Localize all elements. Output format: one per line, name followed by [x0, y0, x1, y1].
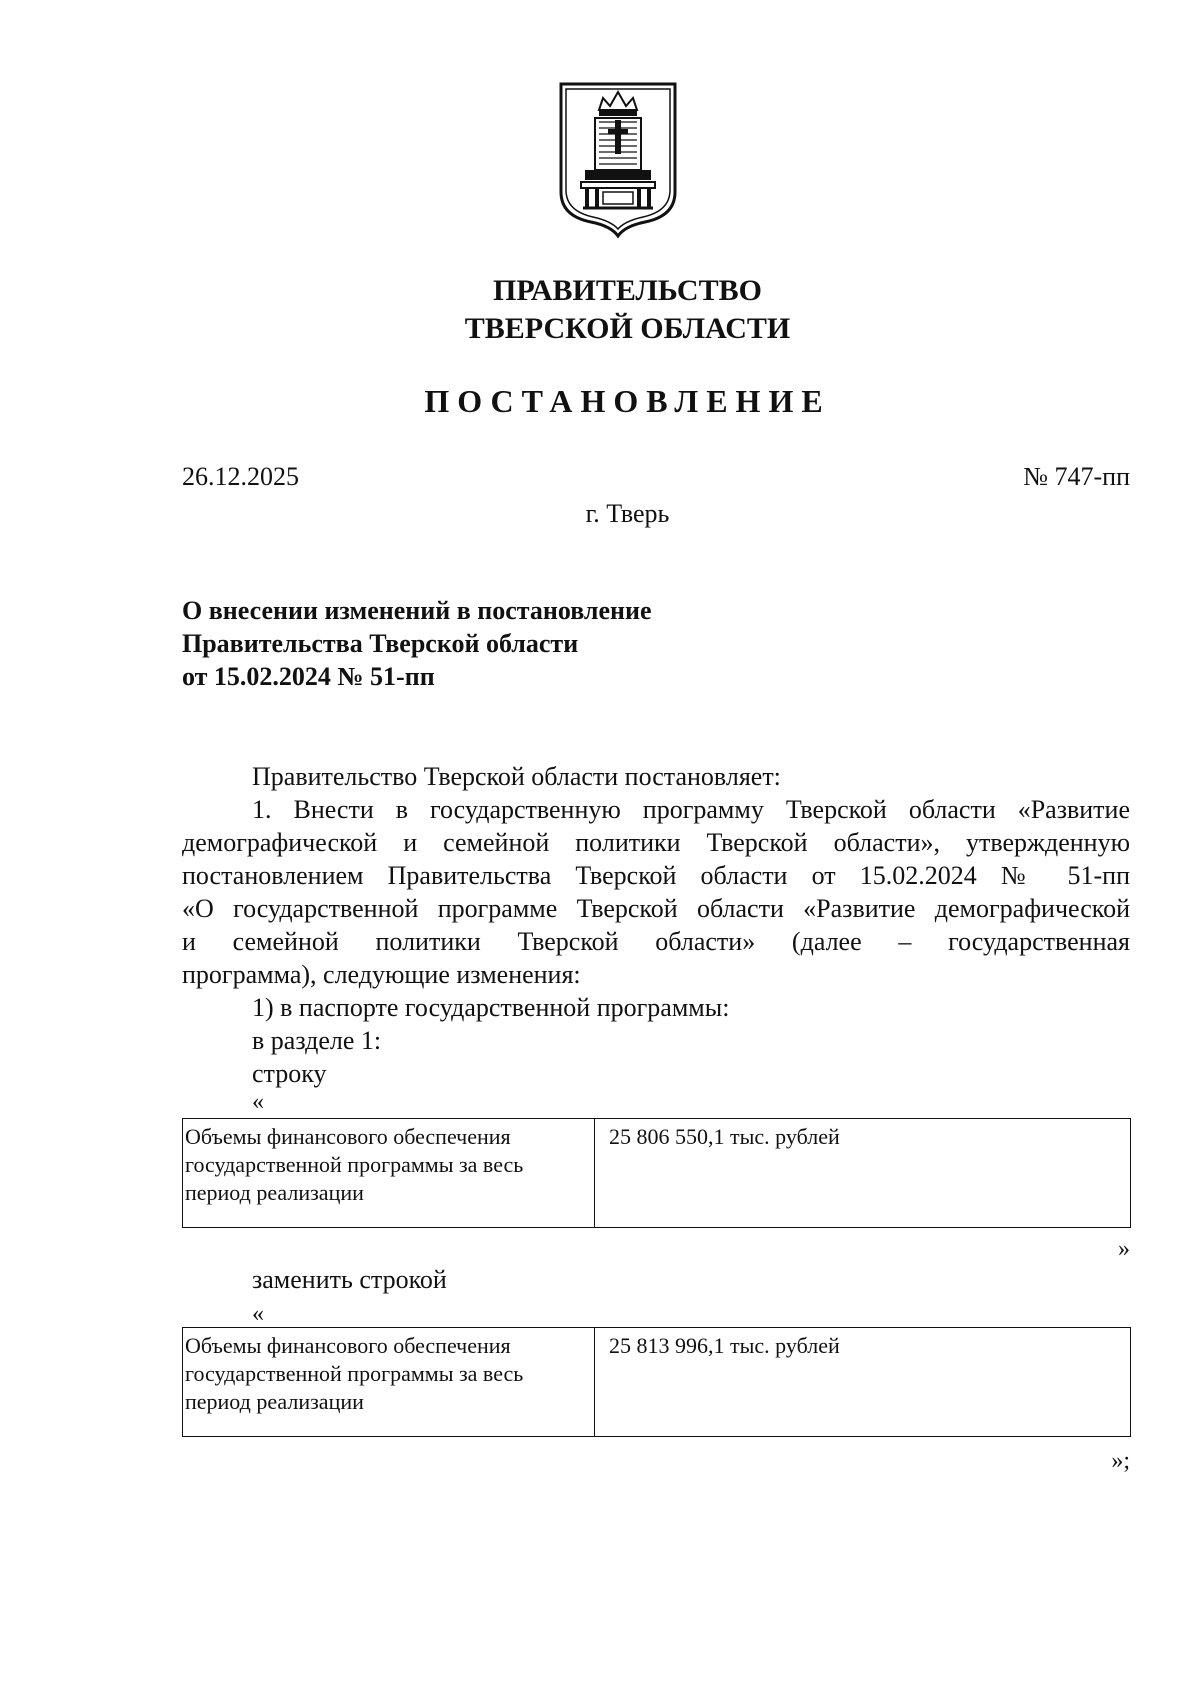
item1-line1: 1. Внести в государственную программу Тверской области «Развитие — [252, 795, 1130, 824]
intro-paragraph: Правительство Тверской области постановляет: — [252, 762, 781, 791]
table-row — [183, 1119, 1131, 1228]
open-quote-1: « — [252, 1089, 264, 1115]
government-name-line2: ТВЕРСКОЙ ОБЛАСТИ — [464, 312, 791, 345]
close-quote-1: » — [1118, 1236, 1130, 1262]
item1-line2: демографической и семейной политики Тверской области», утвержденную — [182, 828, 1130, 857]
item1-line4: «О государственной программе Тверской области «Развитие демографической — [182, 894, 1130, 923]
item1-line3: постановлением Правительства Тверской области от 15.02.2024 № 51-пп — [182, 861, 1130, 890]
row-word: строку — [252, 1059, 327, 1088]
document-date: 26.12.2025 — [182, 462, 299, 491]
new-row-value: 25 813 996,1 тыс. рублей — [595, 1328, 1131, 1437]
replace-with-text: заменить строкой — [252, 1265, 447, 1294]
government-name-line1: ПРАВИТЕЛЬСТВО — [493, 274, 762, 307]
coat-of-arms-emblem — [555, 80, 681, 240]
document-number: № 747-пп — [1023, 462, 1130, 491]
new-row-table — [182, 1327, 1131, 1437]
table-row — [183, 1328, 1131, 1437]
open-quote-2: « — [252, 1301, 264, 1327]
item1-paragraph — [182, 793, 1130, 991]
sub-item1: 1) в паспорте государственной программы: — [252, 993, 730, 1022]
subject-line2: Правительства Тверской области — [182, 629, 579, 658]
close-quote-2: »; — [1111, 1448, 1130, 1474]
item1-line6: программа), следующие изменения: — [182, 960, 581, 989]
document-subject — [182, 594, 652, 693]
document-type: ПОСТАНОВЛЕНИЕ — [424, 383, 831, 419]
old-row-value: 25 806 550,1 тыс. рублей — [595, 1119, 1131, 1228]
section-ref: в разделе 1: — [252, 1026, 382, 1055]
subject-line3: от 15.02.2024 № 51-пп — [182, 662, 435, 691]
document-city: г. Тверь — [585, 499, 670, 528]
old-row-label: Объемы финансового обеспечения государственной программы за весь период реализации — [183, 1119, 595, 1228]
new-row-label: Объемы финансового обеспечения государственной программы за весь период реализации — [183, 1328, 595, 1437]
item1-line5: и семейной политики Тверской области» (далее – государственная — [182, 927, 1130, 956]
subject-line1: О внесении изменений в постановление — [182, 596, 652, 625]
old-row-table — [182, 1118, 1131, 1228]
